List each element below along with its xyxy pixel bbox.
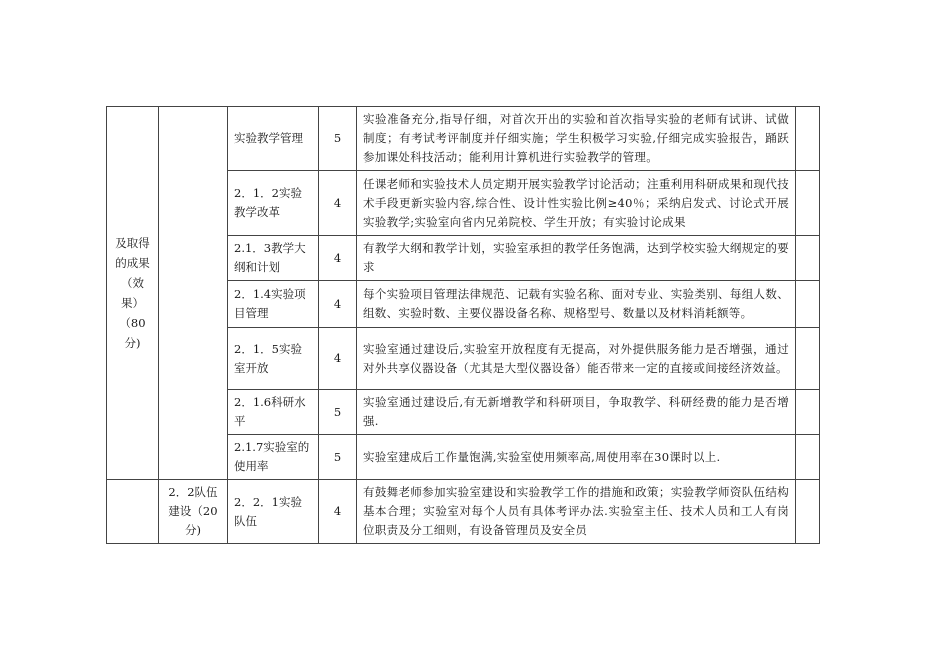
subcategory-cell-2-1: [159, 107, 228, 480]
empty-cell: [796, 171, 820, 236]
item-description: 实验准备充分,指导仔细，对首次开出的实验和首次指导实验的老师有试讲、试做制度；有考试考评制度并仔细实施；学生积极学习实验,仔细完成实验报告，踊跃参加课处科技活动；能利用计算机进行实验教学的管理。: [357, 107, 796, 171]
item-score: 4: [319, 281, 357, 328]
item-name: 2.1.7实验室的使用率: [228, 435, 319, 480]
item-name: 2．1．2实验教学改革: [228, 171, 319, 236]
item-score: 4: [319, 236, 357, 281]
table-row: [107, 107, 820, 171]
item-name: 2．2．1实验队伍: [228, 480, 319, 544]
item-name: 实验教学管理: [228, 107, 319, 171]
item-description: 有鼓舞老师参加实验室建设和实验教学工作的措施和政策；实验教学师资队伍结构基本合理；实验室对每个人员有具体考评办法.实验室主任、技术人员和工人有岗位职责及分工细则，有设备管理员及安全员: [357, 480, 796, 544]
item-score: 5: [319, 390, 357, 435]
empty-cell: [796, 480, 820, 544]
subcategory-cell: 2．2队伍建设（20分): [159, 480, 228, 544]
category-cell-empty: [107, 480, 159, 544]
table-row: [107, 480, 820, 544]
empty-cell: [796, 236, 820, 281]
item-score: 5: [319, 435, 357, 480]
category-label: 及取得的成果（效果）（80分): [115, 236, 150, 350]
item-name: 2．1.6科研水平: [228, 390, 319, 435]
item-name: 2．1.4实验项目管理: [228, 281, 319, 328]
item-description: 任课老师和实验技术人员定期开展实验教学讨论活动；注重利用科研成果和现代技术手段更新实验内容,综合性、设计性实验比例≥40％；采纳启发式、讨论式开展实验教学;实验室向省内兄弟院校、学生开放；有实验讨论成果: [357, 171, 796, 236]
item-description: 实验室通过建设后,实验室开放程度有无提高，对外提供服务能力是否增强，通过对外共享仪器设备（尤其是大型仪器设备）能否带来一定的直接或间接经济效益。: [357, 328, 796, 390]
item-description: 实验室通过建设后,有无新增教学和科研项目，争取教学、科研经费的能力是否增强.: [357, 390, 796, 435]
empty-cell: [796, 435, 820, 480]
category-cell: [107, 107, 159, 480]
evaluation-table: [106, 106, 820, 544]
empty-cell: [796, 281, 820, 328]
empty-cell: [796, 328, 820, 390]
item-description: 实验室建成后工作量饱满,实验室使用频率高,周使用率在30课时以上.: [357, 435, 796, 480]
empty-cell: [796, 107, 820, 171]
empty-cell: [796, 390, 820, 435]
item-score: 5: [319, 107, 357, 171]
item-description: 每个实验项目管理法律规范、记载有实验名称、面对专业、实验类别、每组人数、组数、实验时数、主要仪器设备名称、规格型号、数量以及材料消耗额等。: [357, 281, 796, 328]
item-score: 4: [319, 328, 357, 390]
item-score: 4: [319, 480, 357, 544]
item-name: 2.1．3教学大纲和计划: [228, 236, 319, 281]
item-name: 2．1．5实验室开放: [228, 328, 319, 390]
item-description: 有教学大纲和教学计划，实验室承担的教学任务饱满，达到学校实验大纲规定的要求: [357, 236, 796, 281]
item-score: 4: [319, 171, 357, 236]
